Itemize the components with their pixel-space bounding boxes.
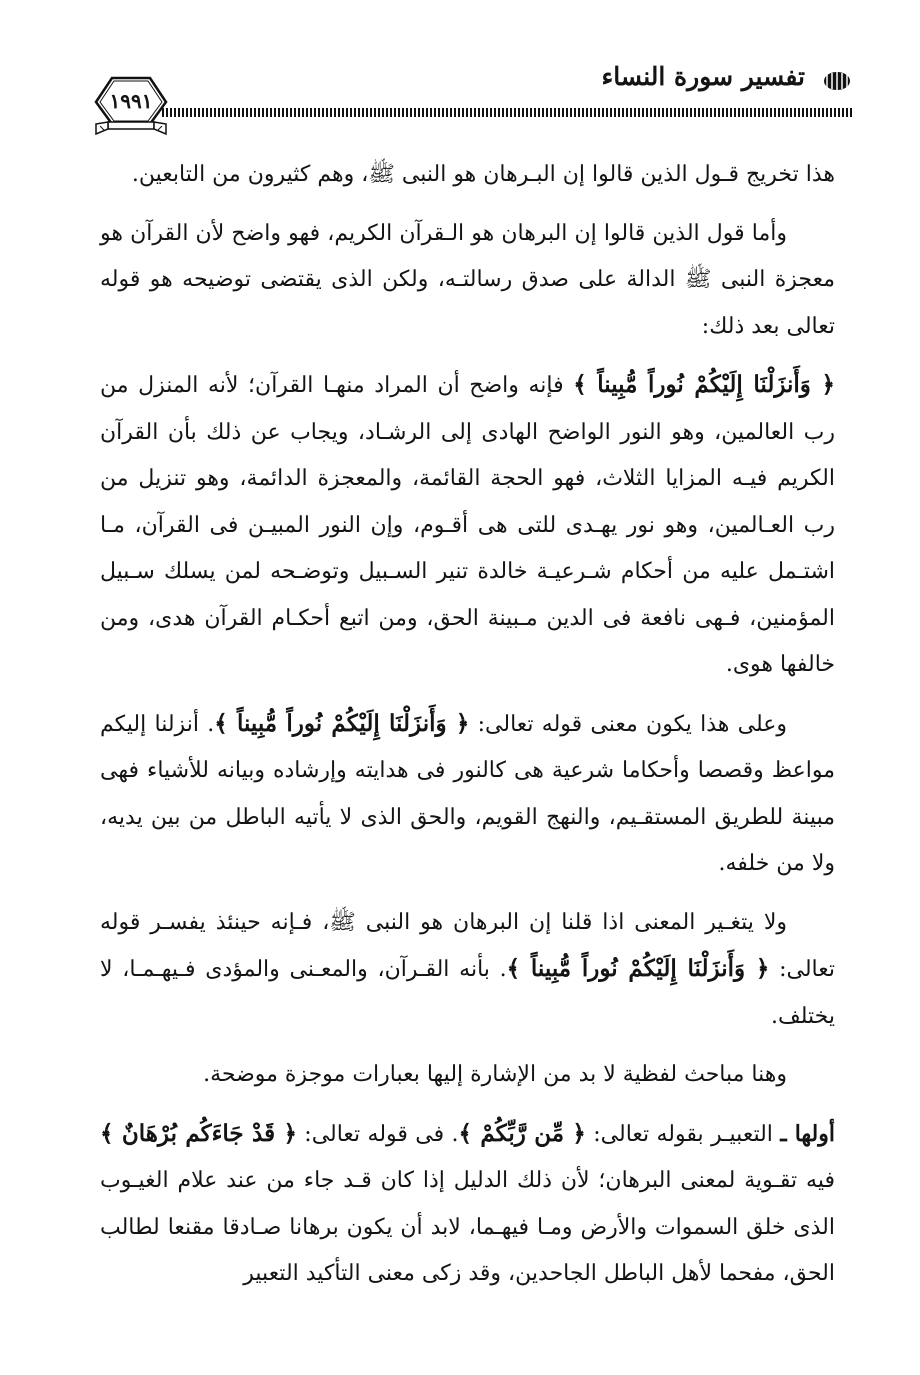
paragraph-3 — [100, 362, 835, 689]
paragraph-5 — [100, 900, 835, 1041]
paragraph-7 — [100, 1111, 835, 1298]
page-body — [100, 152, 835, 1310]
paragraph-7-text-1: التعبيـر بقوله تعالى: — [585, 1121, 781, 1147]
paragraph-7-text-2: . فى قوله تعالى: — [296, 1121, 459, 1147]
ornament-icon — [822, 70, 852, 92]
running-title: تفسير سورة النساء — [601, 62, 805, 91]
quran-verse: ﴿ وَأَنزَلْنَا إِلَيْكُمْ نُوراً مُّبِيناً ﴾ — [506, 955, 770, 982]
paragraph-4 — [100, 701, 835, 888]
quran-verse: ﴿ قَدْ جَاءَكُم بُرْهَانٌ ﴾ — [100, 1119, 297, 1147]
paragraph-1: هذا تخريج قـول الذين قالوا إن البـرهان هو النبى ﷺ، وهم كثيرون من التابعين. — [131, 162, 835, 187]
paragraph-3-text: فإنه واضح أن المراد منهـا القرآن؛ لأنه المنزل من رب العالمين، وهو النور الواضح الهادى إلى الرشـاد، ويجاب عن ذلك بأن القرآن الكريم فيـه المزايا الثلاث، فهو الحجة القائمة، والمعجزة الدائمة، وهو تنزيل من رب العـالمين، وهو نور يهـدى للتى هى أقـوم، وإن النور المبيـن فى القرآن، مـا اشتـمل عليه من أحكام شـرعيـة خالدة تنير السـبيل وتوضـحه لمن يسلك سـبيل المؤمنين، فـهى نافعة فى الدين مـبينة الحق، ومن اتبع أحكـام القرآن هدى، ومن خالفها هوى. — [100, 373, 835, 677]
paragraph-6: وهنا مباحث لفظية لا بد من الإشارة إليها بعبارات موجزة موضحة. — [203, 1062, 787, 1087]
paragraph-4-intro: وعلى هذا يكون معنى قوله تعالى: — [469, 711, 788, 737]
paragraph-5-intro: ولا يتغـير المعنى اذا قلنا إن البرهان هو النبى ﷺ، فـإنه حينئذ يفسـر قوله تعالى: — [100, 909, 836, 982]
quran-verse: ﴿ مِّن رَّبِّكُمْ ﴾ — [458, 1119, 586, 1147]
header-rule — [162, 108, 852, 117]
page-header — [90, 58, 860, 138]
quran-verse: ﴿ وَأَنزَلْنَا إِلَيْكُمْ نُوراً مُّبِيناً ﴾ — [573, 371, 835, 398]
paragraph-2: وأما قول الذين قالوا إن البرهان هو الـقرآن الكريم، فهو واضح لأن القرآن هو معجزة النبى ﷺ الدالة على صدق رسالتـه، ولكن الذى يقتضى توضيحه هو قوله تعالى بعد ذلك: — [100, 220, 835, 339]
paragraph-4-text: . أنزلنا إليكم مواعظ وقصصا وأحكاما شرعية هى كالنور فى هدايته وإرشاده وبيانه للأشياء فهى مبينة للطريق المستقـيم، والنهج القويم، والحق الذى لا يأتيه الباطل من بين يديه، ولا من خلفه. — [100, 711, 835, 876]
paragraph-5-text: . بأنه القـرآن، والمعـنى والمؤدى فـيهـمـا، لا يختلف. — [100, 957, 835, 1029]
quran-verse: ﴿ وَأَنزَلْنَا إِلَيْكُمْ نُوراً مُّبِيناً ﴾ — [214, 709, 470, 737]
paragraph-7-text-3: فيه تقـوية لمعنى البرهان؛ لأن ذلك الدليل إذا كان قـد جاء من عند علام الغيـوب الذى خلق السموات والأرض ومـا فيهـما، لابد أن يكون برهانا صـادقا مقنعا لطالب الحق، مفحما لأهل الباطل الجاحدين، وقد زكى معنى التأكيد التعبير — [100, 1168, 835, 1286]
page-number: ١٩٩١ — [109, 89, 153, 113]
section-term: أولها ـ — [780, 1120, 835, 1147]
